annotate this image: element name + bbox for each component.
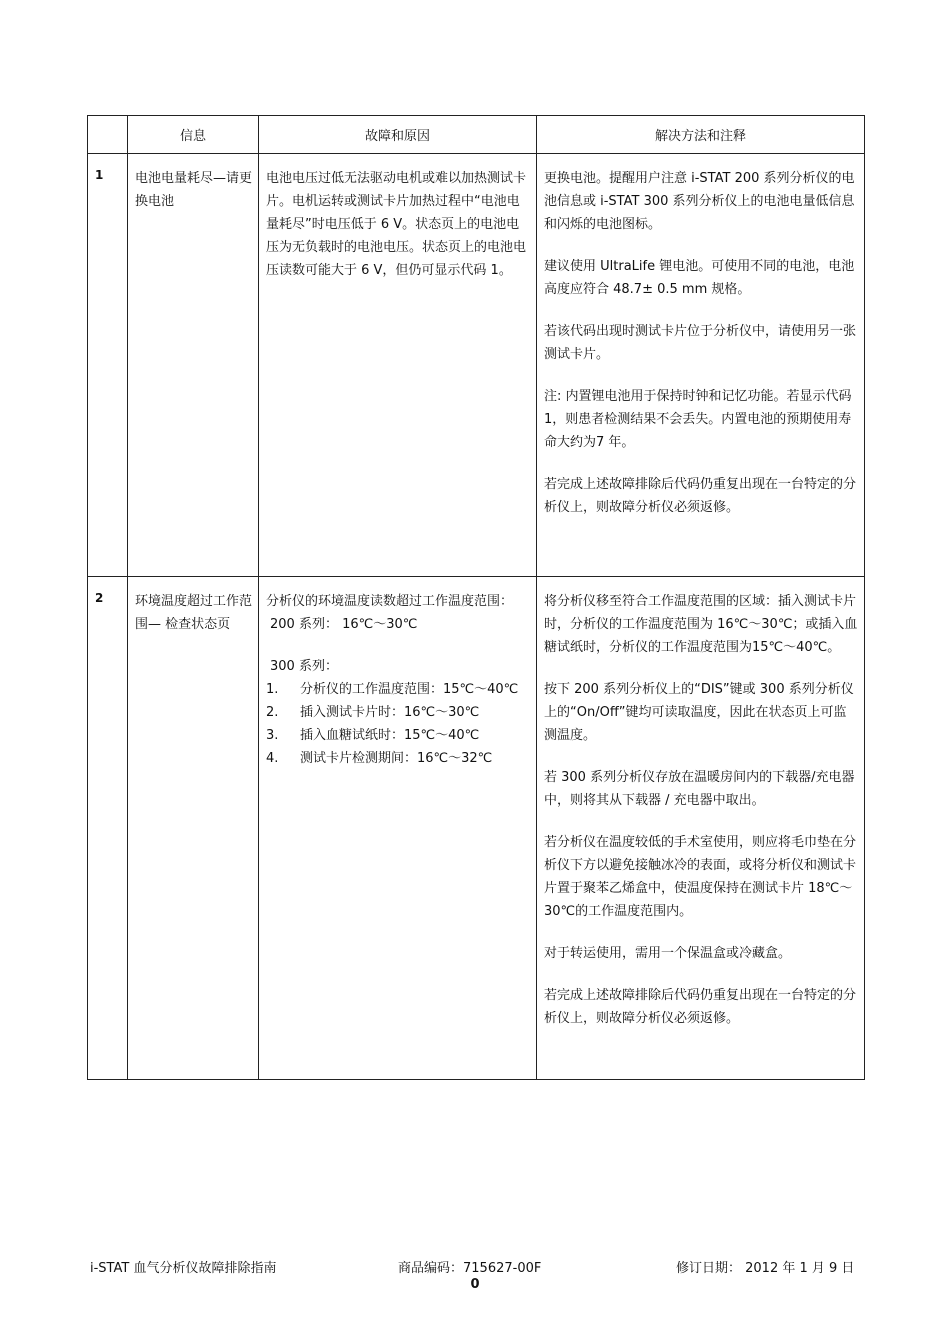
list-item: 3. 插入血糖试纸时：15℃～40℃ [266, 728, 480, 743]
cause-intro: 分析仪的环境温度读数超过工作温度范围： [266, 594, 514, 609]
solution-paragraph: 若 300 系列分析仪存放在温暖房间内的下载器/充电器中，则将其从下载器 / 充电器中取出。 [544, 770, 855, 808]
list-item: 1. 分析仪的工作温度范围：15℃～40℃ [266, 682, 519, 697]
solution-paragraph: 若完成上述故障排除后代码仍重复出现在一台特定的分析仪上，则故障分析仪必须返修。 [544, 988, 857, 1026]
list-item: 4. 测试卡片检测期间：16℃～32℃ [266, 751, 493, 766]
troubleshooting-table [87, 115, 865, 1080]
header-solution: 解决方法和注释 [537, 116, 865, 154]
row-code: 2 [88, 577, 128, 1080]
solution-paragraph: 若该代码出现时测试卡片位于分析仪中，请使用另一张测试卡片。 [544, 324, 857, 362]
solution-paragraph: 若完成上述故障排除后代码仍重复出现在一台特定的分析仪上，则故障分析仪必须返修。 [544, 477, 857, 515]
solution-paragraph: 按下 200 系列分析仪上的“DIS”键或 300 系列分析仪上的“On/Off”键均可读取温度，因此在状态页上可监测温度。 [544, 682, 854, 743]
solution-paragraph: 注: 内置锂电池用于保持时钟和记忆功能。若显示代码 1，则患者检测结果不会丢失。内置电池的预期使用寿命大约为7 年。 [544, 389, 852, 450]
list-item: 2. 插入测试卡片时：16℃～30℃ [266, 705, 480, 720]
row-solution [537, 154, 865, 577]
table-row [88, 154, 865, 577]
solution-paragraph: 更换电池。提醒用户注意 i-STAT 200 系列分析仪的电池信息或 i-STAT 300 系列分析仪上的电池电量低信息和闪烁的电池图标。 [544, 171, 855, 232]
solution-paragraph: 若分析仪在温度较低的手术室使用，则应将毛巾垫在分析仪下方以避免接触冰冷的表面，或将分析仪和测试卡片置于聚苯乙烯盒中，使温度保持在测试卡片 18℃～30℃的工作温度范围内。 [544, 835, 857, 919]
row-info: 环境温度超过工作范围— 检查状态页 [128, 577, 259, 1080]
header-info: 信息 [128, 116, 259, 154]
solution-paragraph: 对于转运使用，需用一个保温盒或冷藏盒。 [544, 946, 792, 961]
solution-paragraph: 将分析仪移至符合工作温度范围的区域：插入测试卡片时，分析仪的工作温度范围为 16℃～30℃；或插入血糖试纸时，分析仪的工作温度范围为15℃～40℃。 [544, 594, 858, 655]
header-code [88, 116, 128, 154]
row-solution [537, 577, 865, 1080]
footer-product-code: 商品编码：715627-00F [398, 1261, 542, 1276]
cause-text: 电池电压过低无法驱动电机或难以加热测试卡片。电机运转或测试卡片加热过程中“电池电量耗尽”时电压低于 6 V。状态页上的电池电压为无负载时的电池电压。状态页上的电池电压读数可能大于 6 V，但仍可显示代码 1。 [266, 171, 527, 278]
table-row [88, 577, 865, 1080]
row-code: 1 [88, 154, 128, 577]
cause-300-title: 300 系列： [270, 659, 338, 674]
page-number: 0 [470, 1277, 480, 1292]
row-cause [259, 154, 537, 577]
table-header-row [88, 116, 865, 154]
row-info: 电池电量耗尽—请更换电池 [128, 154, 259, 577]
footer-document-title: i-STAT 血气分析仪故障排除指南 [90, 1261, 277, 1276]
header-cause: 故障和原因 [259, 116, 537, 154]
row-cause [259, 577, 537, 1080]
footer-revision-date: 修订日期： 2012 年 1 月 9 日 [676, 1261, 855, 1276]
cause-300-list [266, 678, 530, 770]
solution-paragraph: 建议使用 UltraLife 锂电池。可使用不同的电池，电池高度应符合 48.7± 0.5 mm 规格。 [544, 259, 855, 297]
cause-200-series: 200 系列： 16℃～30℃ [270, 617, 418, 632]
